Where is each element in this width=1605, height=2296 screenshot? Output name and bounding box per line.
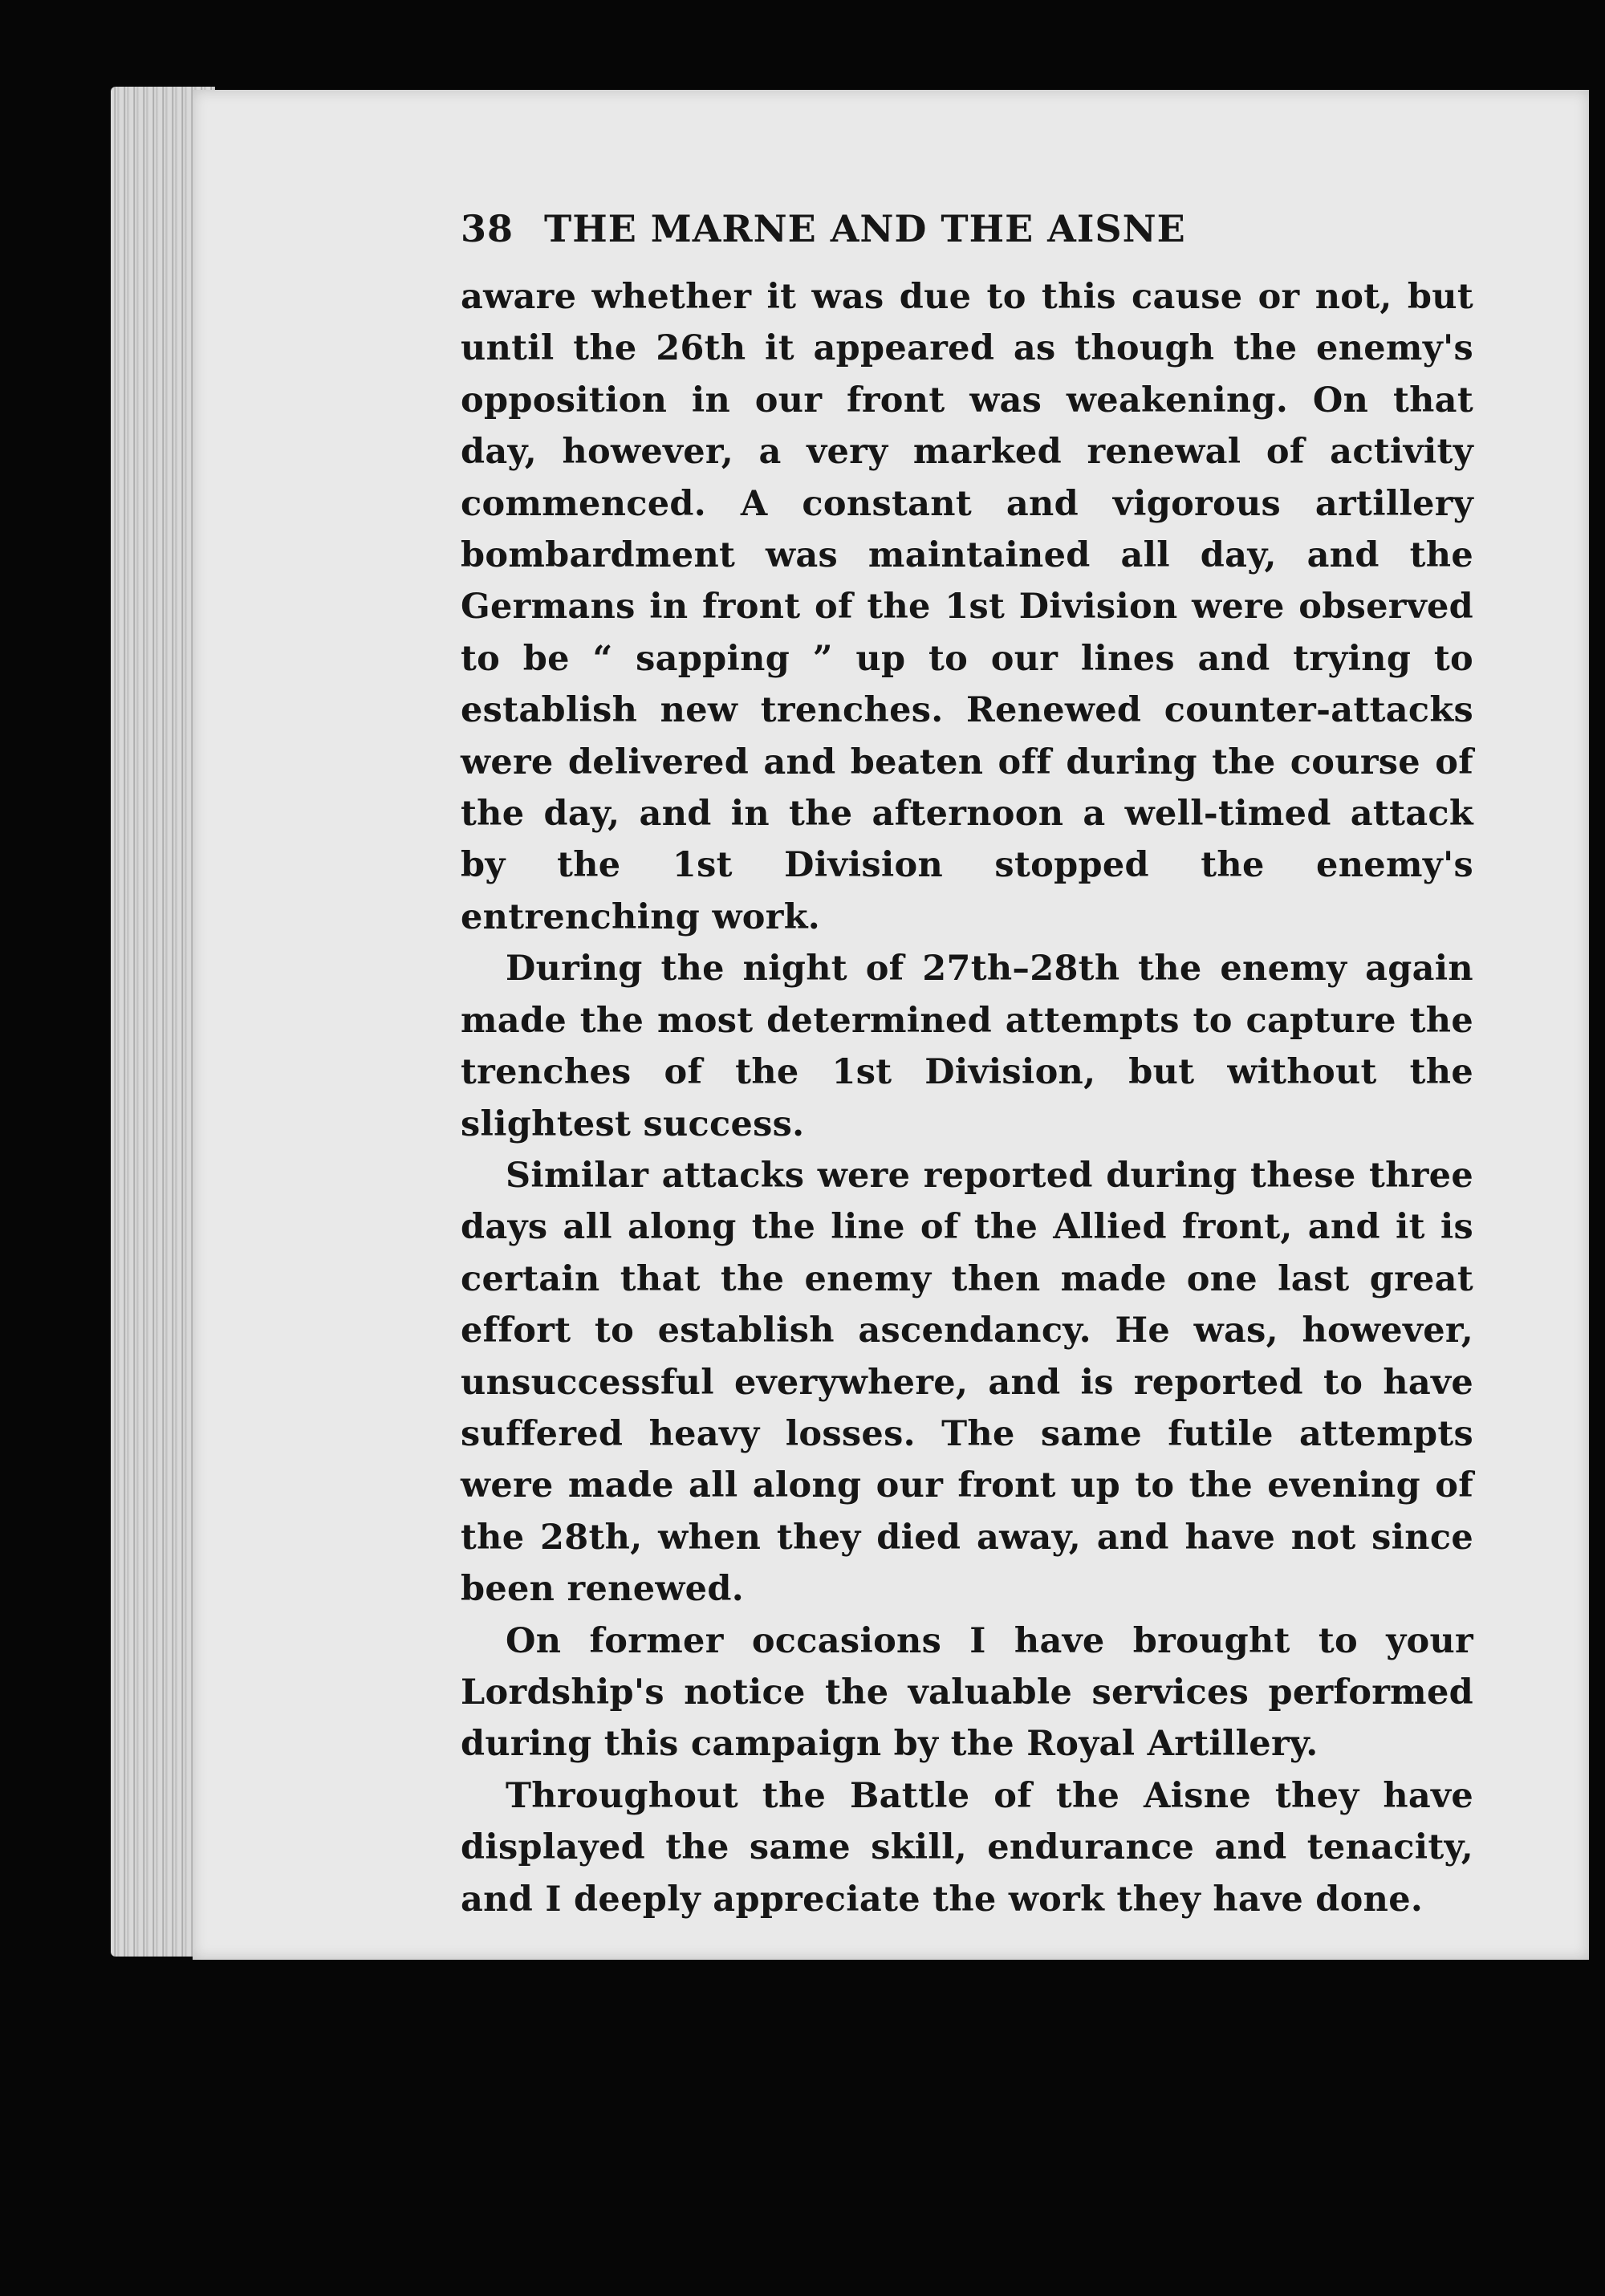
- running-title: THE MARNE AND THE AISNE: [544, 207, 1186, 250]
- page-number: 38: [461, 207, 514, 250]
- paragraph: Similar attacks were reported during these three days all along the line of the Allied front, and it is certain that the enemy then made one last great effort to establish ascendancy. He was, however, unsuccessful everywhere, and is reported to have suffered heavy losses. The same futile attempts were made all along our front up to the evening of the 28th, when they died away, and have not since been renewed.: [461, 1155, 1473, 1610]
- paragraph: On former occasions I have brought to your Lordship's notice the valuable services performed during this campaign by the Royal Artillery.: [461, 1620, 1473, 1765]
- paragraph: Throughout the Battle of the Aisne they have displayed the same skill, endurance and tenacity, and I deeply appreciate the work they have done.: [461, 1775, 1473, 1920]
- paragraph: aware whether it was due to this cause or not, but until the 26th it appeared as though the enemy's opposition in our front was weakening. On that day, however, a very marked renewal of activity commenced. A constant and vigorous artillery bombardment was maintained all day, and the Germans in front of the 1st Division were observed to be “ sapping ” up to our lines and trying to establish new trenches. Renewed counter-attacks were delivered and beaten off during the course of the day, and in the afternoon a well-timed attack by the 1st Division stopped the enemy's entrenching work.: [461, 277, 1473, 937]
- running-header: [461, 207, 1473, 255]
- paragraph: During the night of 27th–28th the enemy again made the most determined attempts to capture the trenches of the 1st Division, but without the slightest success.: [461, 949, 1473, 1144]
- body-text: [461, 271, 1473, 1925]
- page-content: [461, 207, 1473, 1925]
